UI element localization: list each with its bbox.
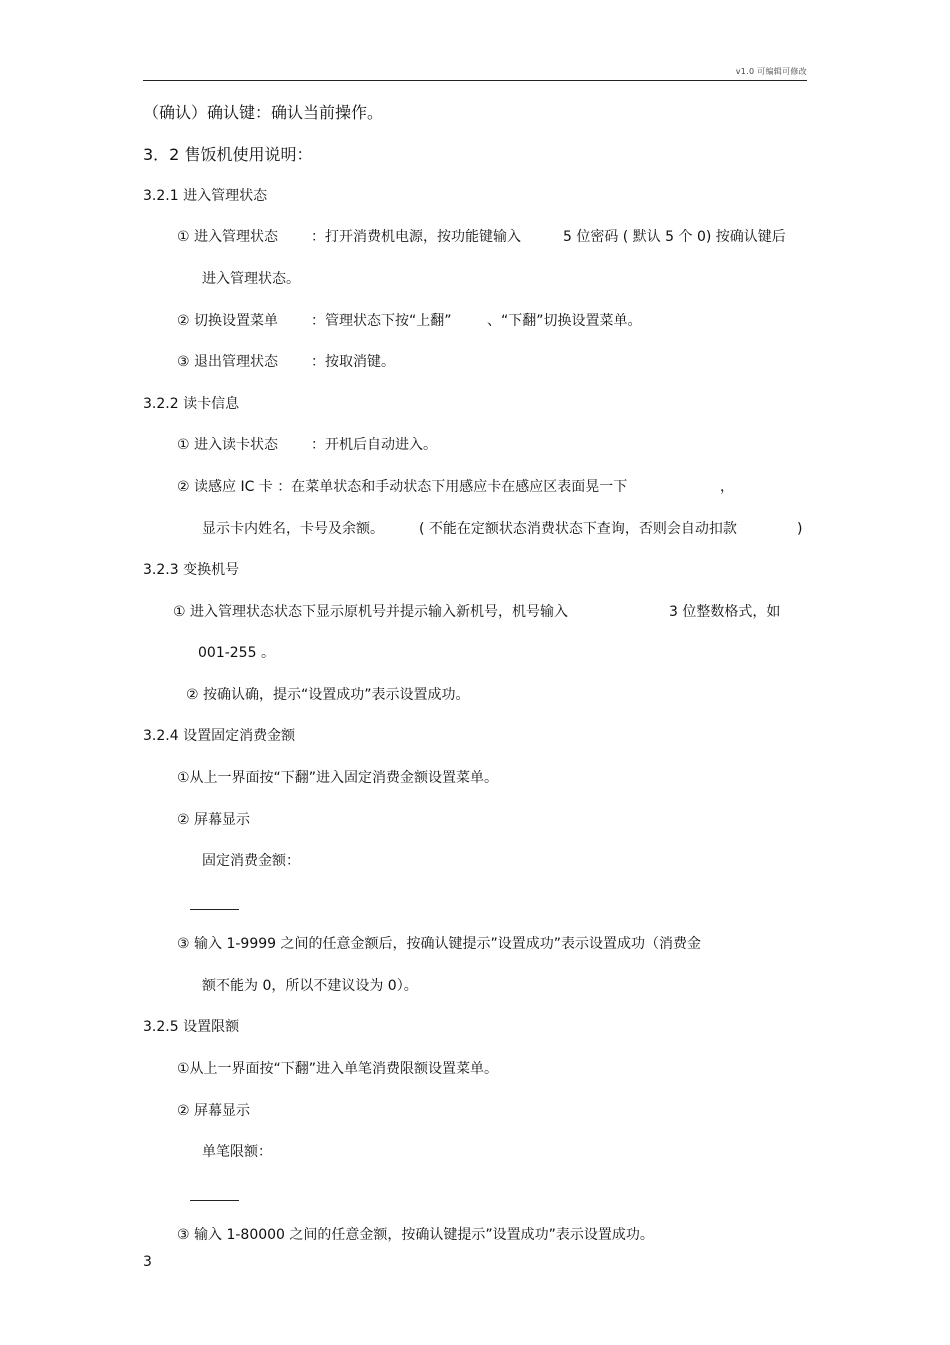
header-divider <box>143 80 807 81</box>
item-324-input-blank <box>190 909 239 910</box>
item-322-2-text-wrap: 显示卡内姓名，卡号及余额。 <box>202 521 384 537</box>
item-323-1-text: ① 进入管理状态状态下显示原机号并提示输入新机号，机号输入 <box>173 604 568 620</box>
item-324-2-text: ② 屏幕显示 <box>177 812 251 828</box>
heading-3-2-5: 3.2.5 设置限额 <box>143 1019 240 1035</box>
heading-3-2-4: 3.2.4 设置固定消费金额 <box>143 728 296 744</box>
item-324-1-text: ①从上一界面按“下翻”进入固定消费金额设置菜单。 <box>177 770 499 786</box>
item-322-2-text: ② 读感应 IC 卡 ：在菜单状态和手动状态下用感应卡在感应区表面晃一下 <box>177 479 628 495</box>
item-322-1-text: ：开机后自动进入。 <box>311 437 437 453</box>
item-321-1-text-wrap: 进入管理状态。 <box>202 271 300 287</box>
item-324-screen-text: 固定消费金额： <box>202 853 300 869</box>
item-324-3-text-wrap: 额不能为 0，所以不建议设为 0）。 <box>202 978 418 994</box>
item-323-1-text-wrap: 001-255 。 <box>198 645 275 661</box>
item-322-2-note: ( 不能在定额状态消费状态下查询，否则会自动扣款 <box>419 521 737 537</box>
item-323-1-text-cont: 3 位整数格式，如 <box>669 604 781 620</box>
page-number: 3 <box>143 1254 152 1270</box>
item-325-2-text: ② 屏幕显示 <box>177 1103 251 1119</box>
heading-3-2-3: 3.2.3 变换机号 <box>143 562 240 578</box>
item-321-2-label: ② 切换设置菜单 <box>177 313 279 329</box>
heading-3-2-1: 3.2.1 进入管理状态 <box>143 188 268 204</box>
item-321-3-label: ③ 退出管理状态 <box>177 354 279 370</box>
item-321-2-text: ：管理状态下按“上翻” <box>311 313 452 329</box>
item-321-1-text: ：打开消费机电源，按功能键输入 <box>311 229 521 245</box>
confirm-key-text: （确认）确认键：确认当前操作。 <box>143 103 384 122</box>
item-321-2-text-cont: 、“下翻”切换设置菜单。 <box>487 313 642 329</box>
item-323-2-text: ② 按确认确，提示“设置成功”表示设置成功。 <box>186 687 470 703</box>
header-version-text: v1.0 可编辑可修改 <box>735 67 807 76</box>
item-322-2-comma: ， <box>720 479 734 495</box>
item-325-3-text: ③ 输入 1-80000 之间的任意金额，按确认键提示”设置成功”表示设置成功。 <box>177 1227 654 1243</box>
heading-3-2-2: 3.2.2 读卡信息 <box>143 396 240 412</box>
item-324-3-text: ③ 输入 1-9999 之间的任意金额后，按确认键提示”设置成功”表示设置成功（消费金 <box>177 936 701 952</box>
item-321-1-label: ① 进入管理状态 <box>177 229 279 245</box>
item-325-screen-text: 单笔限额： <box>202 1144 272 1160</box>
item-321-3-text: ：按取消键。 <box>311 354 395 370</box>
item-325-1-text: ①从上一界面按“下翻”进入单笔消费限额设置菜单。 <box>177 1061 499 1077</box>
item-321-1-text-cont: 5 位密码 ( 默认 5 个 0) 按确认键后 <box>563 229 786 245</box>
section-3-2-heading: 3．2 售饭机使用说明： <box>143 145 313 164</box>
item-325-input-blank <box>190 1200 239 1201</box>
item-322-1-label: ① 进入读卡状态 <box>177 437 279 453</box>
item-322-2-note-close: ) <box>797 521 803 537</box>
